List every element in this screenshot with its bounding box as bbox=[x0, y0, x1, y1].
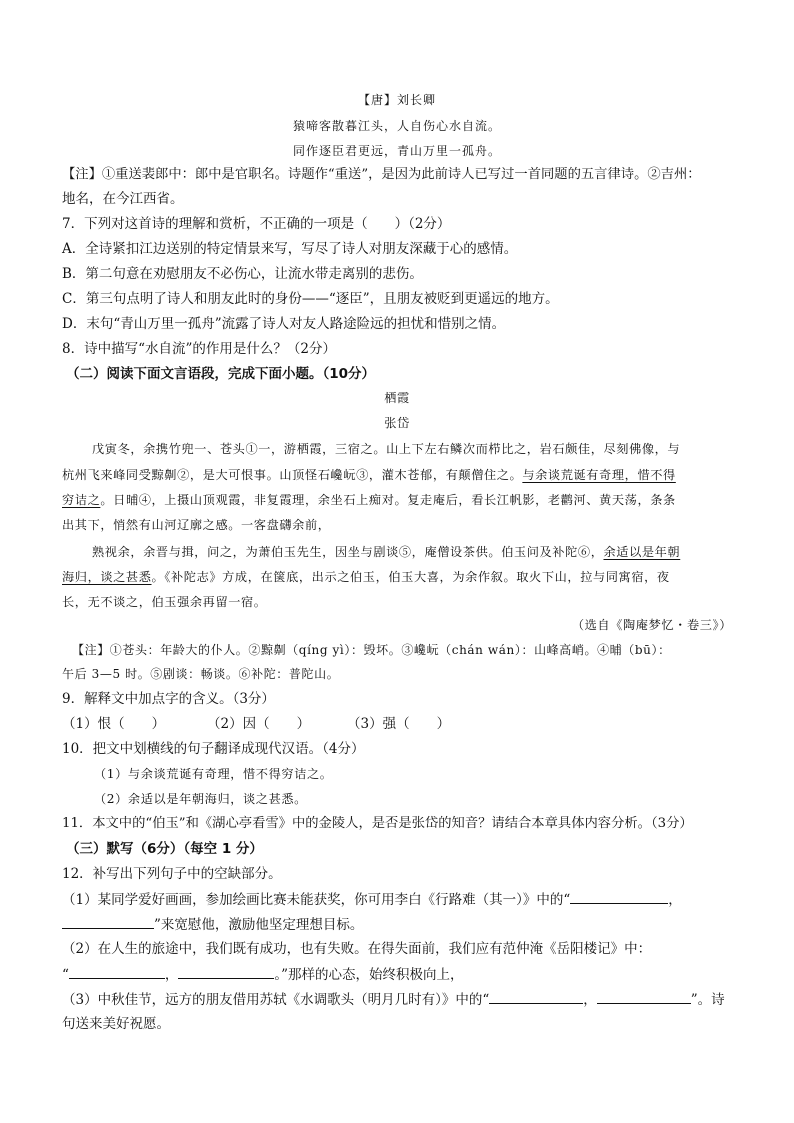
question-9-item-1: （1）恨（ ） bbox=[62, 716, 166, 732]
question-7-option-d: D．末句“青山万里一孤舟”流露了诗人对友人路途险远的担忧和惜别之情。 bbox=[62, 316, 506, 332]
poem-line-2: 同作逐臣君更远，青山万里一孤舟。 bbox=[292, 144, 501, 158]
fill-blank-5[interactable] bbox=[489, 991, 583, 1004]
passage-text: 熟视余，余晋与揖，问之，为萧伯玉先生，因坐与剧谈⑤，庵僧设茶供。伯玉问及补陀⑥， bbox=[92, 545, 604, 559]
passage-p1-line-1: 戊寅冬，余携竹兜一、苍头①一，游栖霞，三宿之。山上下左右鳞次而栉比之，岩石颇佳，尽刻佛像，与 bbox=[92, 442, 681, 456]
question-9: 9．解释文中加点字的含义。（3分） bbox=[62, 691, 275, 707]
passage-text: 。日晡④，上摄山顶观霞，非复霞理，余坐石上痴对。复走庵后，看长江帆影，老鹳河、黄天荡，条条 bbox=[100, 493, 676, 507]
comma: ， bbox=[583, 992, 597, 1008]
q12-item-1-line-2 bbox=[62, 916, 363, 933]
poem-note-line-2: 地名，在今江西省。 bbox=[62, 191, 184, 207]
passage-author: 张岱 bbox=[384, 416, 410, 430]
poem-line-1: 猿啼客散暮江头，人自伤心水自流。 bbox=[292, 119, 501, 133]
passage-p1-line-3 bbox=[62, 492, 676, 508]
passage-p2-line-3: 长，无不谈之，伯玉强余再留一宿。 bbox=[62, 595, 267, 609]
q12-item-2-line-2 bbox=[62, 966, 464, 983]
question-7-option-b: B．第二句意在劝慰朋友不必伤心，让流水带走离别的悲伤。 bbox=[62, 266, 423, 282]
q12-item-1-line-1 bbox=[62, 891, 682, 908]
question-11: 11．本文中的“伯玉”和《湖心亭看雪》中的金陵人，是否是张岱的知音？请结合本章具体内容分析。（3分） bbox=[62, 816, 693, 831]
passage-text: 。《补陀志》方成，在箧底，出示之伯玉，伯玉大喜，为余作叙。取火下山，拉与同寓宿，夜 bbox=[151, 570, 670, 584]
question-10: 10．把文中划横线的句子翻译成现代汉语。（4分） bbox=[62, 741, 365, 757]
section-3-heading: （三）默写（6分）（每空 1 分） bbox=[66, 841, 263, 857]
underlined-sentence-2a: 余适以是年朝 bbox=[603, 545, 681, 559]
fill-blank-2[interactable] bbox=[62, 916, 154, 929]
q12-item-1-text-2: ”来宽慰他，激励他坚定理想目标。 bbox=[154, 917, 364, 933]
question-9-item-3: （3）强（ ） bbox=[347, 716, 451, 732]
underlined-sentence-1a: 与余谈荒诞有奇理，惜不得 bbox=[522, 468, 676, 482]
passage-note-line-2: 午后 3—5 时。⑤剧谈：畅谈。⑥补陀：普陀山。 bbox=[62, 667, 340, 681]
q12-item-2-text-2: 。”那样的心态，始终积极向上， bbox=[274, 967, 464, 983]
fill-blank-1[interactable] bbox=[570, 891, 668, 904]
comma: ， bbox=[164, 967, 179, 983]
passage-source: （选自《陶庵梦忆・卷三》） bbox=[571, 618, 732, 632]
underlined-sentence-2b: 海归，谈之甚悉 bbox=[62, 570, 152, 584]
passage-p2-line-2 bbox=[62, 569, 670, 585]
question-12: 12．补写出下列句子中的空缺部分。 bbox=[62, 866, 282, 882]
poem-author: 【唐】刘长卿 bbox=[357, 93, 436, 107]
question-7-option-c: C．第三句点明了诗人和朋友此时的身份——“逐臣”，且朋友被贬到更遥远的地方。 bbox=[62, 291, 559, 307]
open-quote: “ bbox=[62, 967, 69, 983]
q12-item-2-line-1: （2）在人生的旅途中，我们既有成功，也有失败。在得失面前，我们应有范仲淹《岳阳楼记》中： bbox=[62, 941, 652, 957]
passage-p1-line-4: 出其下，悄然有山河辽廓之感。一客盘礴余前， bbox=[62, 518, 331, 532]
passage-title: 栖霞 bbox=[384, 391, 410, 405]
section-2-heading: （二）阅读下面文言语段，完成下面小题。（10分） bbox=[66, 366, 376, 382]
question-10-item-2: （2）余适以是年朝海归，谈之甚悉。 bbox=[94, 792, 307, 806]
question-7-option-a: A．全诗紧扣江边送别的特定情景来写，写尽了诗人对朋友深藏于心的感情。 bbox=[62, 241, 518, 257]
underlined-sentence-1b: 穷诘之 bbox=[62, 493, 101, 507]
passage-p1-line-2 bbox=[62, 467, 676, 483]
q12-item-3-text-2: ”。诗 bbox=[690, 992, 725, 1008]
passage-p2-line-1 bbox=[92, 544, 680, 560]
passage-note-line-1: 【注】①苍头：年龄大的仆人。②黥劓（qíng yì）：毁坏。③巉岏（chán wán）：山峰高峭。④晡（bū）： bbox=[72, 643, 671, 657]
q12-item-3-line-1 bbox=[62, 991, 725, 1008]
q12-item-3-line-2: 句送来美好祝愿。 bbox=[62, 1016, 170, 1032]
fill-blank-6[interactable] bbox=[597, 991, 691, 1004]
q12-item-1-text: （1）某同学爱好画画，参加绘画比赛未能获奖，你可用李白《行路难（其一）》中的“ bbox=[62, 892, 571, 908]
question-10-item-1: （1）与余谈荒诞有奇理，惜不得穷诘之。 bbox=[94, 767, 333, 781]
fill-blank-3[interactable] bbox=[69, 966, 165, 979]
poem-note-line-1: 【注】①重送裴郎中：郎中是官职名。诗题作“重送”，是因为此前诗人已写过一首同题的五言律诗。②吉州： bbox=[62, 167, 701, 182]
q12-item-3-text: （3）中秋佳节，远方的朋友借用苏轼《水调歌头（明月几时有）》中的“ bbox=[62, 992, 490, 1008]
passage-text: 杭州飞来峰同受黥劓②，是大可恨事。山顶怪石巉岏③，灌木苍郁，有颠僧住之。 bbox=[62, 468, 523, 482]
question-8: 8．诗中描写“水自流”的作用是什么？（2分） bbox=[62, 341, 336, 357]
q12-item-1-comma: ， bbox=[668, 892, 682, 908]
fill-blank-4[interactable] bbox=[178, 966, 274, 979]
question-7-stem: 7．下列对这首诗的理解和赏析，不正确的一项是（ ）（2分） bbox=[62, 216, 451, 232]
question-9-item-2: （2）因（ ） bbox=[207, 716, 311, 732]
